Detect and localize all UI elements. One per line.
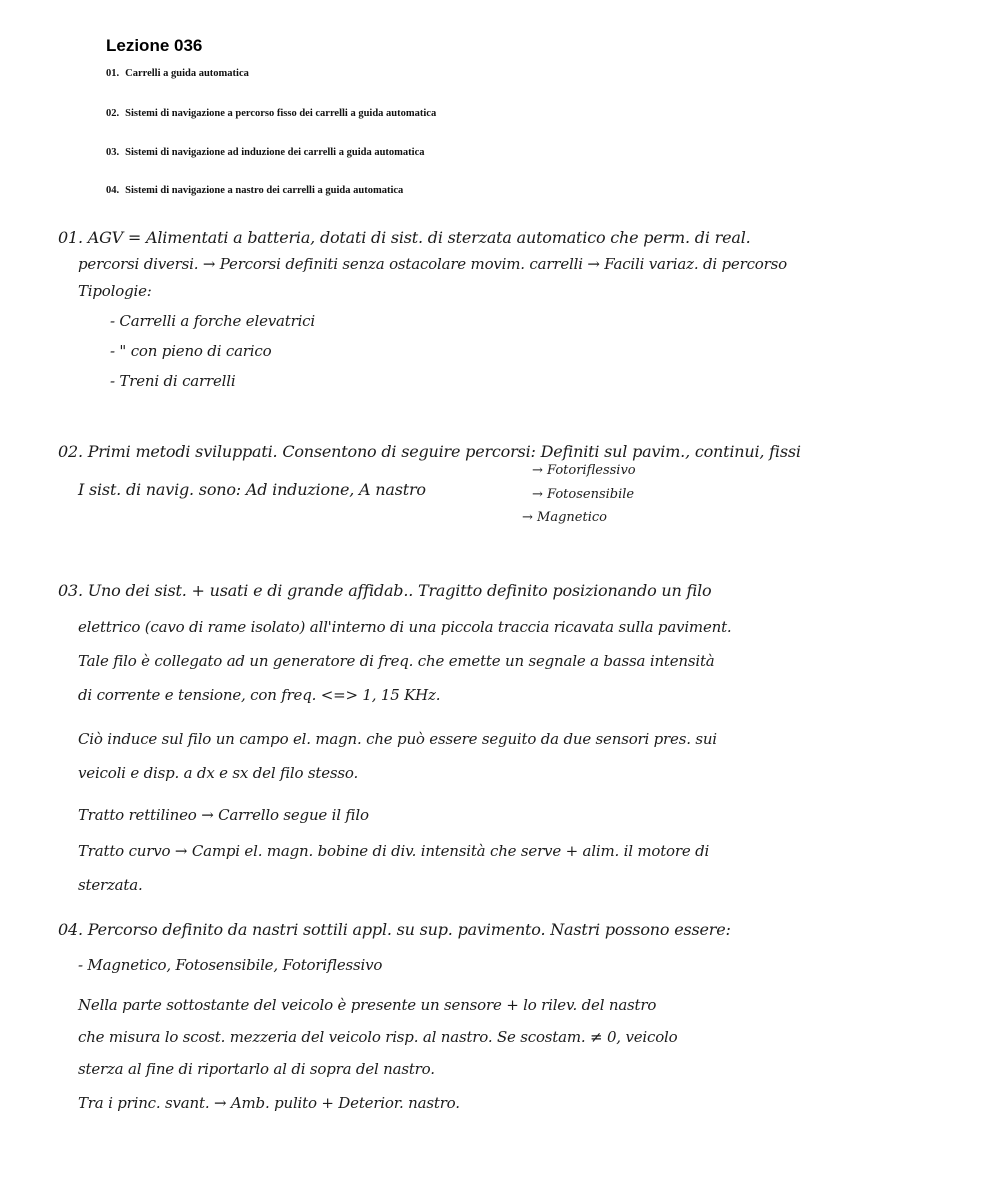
note-line: elettrico (cavo di rame isolato) all'interno di una piccola traccia ricavata sulla paviment. [78, 618, 732, 636]
note-line: 04. Percorso definito da nastri sottili appl. su sup. pavimento. Nastri possono essere: [58, 920, 731, 939]
note-line: - " con pieno di carico [110, 342, 272, 360]
note-branch: → Magnetico [522, 510, 607, 525]
note-line: veicoli e disp. a dx e sx del filo stesso. [78, 764, 359, 782]
toc-item [106, 185, 403, 196]
toc-number: 04. [106, 185, 120, 196]
note-line: percorsi diversi. → Percorsi definiti senza ostacolare movim. carrelli → Facili variaz. di percorso [78, 255, 787, 273]
toc-title: Sistemi di navigazione a percorso fisso dei carrelli a guida automatica [125, 108, 437, 119]
toc-item [106, 68, 249, 79]
toc-item [106, 147, 424, 158]
toc-number: 01. [106, 68, 120, 79]
note-line: Tipologie: [78, 282, 152, 300]
note-line: - Magnetico, Fotosensibile, Fotoriflessivo [78, 956, 383, 974]
note-line: 03. Uno dei sist. + usati e di grande affidab.. Tragitto definito posizionando un filo [58, 581, 712, 600]
toc-item [106, 108, 436, 119]
note-line: sterza al fine di riportarlo al di sopra del nastro. [78, 1060, 435, 1078]
toc-title: Sistemi di navigazione a nastro dei carrelli a guida automatica [125, 185, 404, 196]
note-branch: → Fotosensibile [532, 487, 635, 502]
toc-number: 02. [106, 108, 120, 119]
page-title: Lezione 036 [106, 36, 203, 55]
note-line: - Treni di carrelli [110, 372, 236, 390]
toc-number: 03. [106, 147, 120, 158]
note-line: I sist. di navig. sono: Ad induzione, A nastro [78, 480, 426, 499]
note-line: sterzata. [78, 876, 143, 894]
toc-title: Sistemi di navigazione ad induzione dei carrelli a guida automatica [125, 147, 425, 158]
note-branch: → Fotoriflessivo [532, 463, 636, 478]
note-line: Tra i princ. svant. → Amb. pulito + Deterior. nastro. [78, 1094, 460, 1112]
note-line: 02. Primi metodi sviluppati. Consentono di seguire percorsi: Definiti sul pavim., continui, fissi [58, 442, 801, 461]
note-line: di corrente e tensione, con freq. <=> 1, 15 KHz. [78, 686, 441, 704]
note-line: che misura lo scost. mezzeria del veicolo risp. al nastro. Se scostam. ≠ 0, veicolo [78, 1028, 678, 1046]
note-line: Tratto rettilineo → Carrello segue il filo [78, 806, 369, 824]
note-line: 01. AGV = Alimentati a batteria, dotati di sist. di sterzata automatico che perm. di real. [58, 228, 751, 247]
note-line: - Carrelli a forche elevatrici [110, 312, 315, 330]
note-line: Nella parte sottostante del veicolo è presente un sensore + lo rilev. del nastro [78, 996, 657, 1014]
note-line: Tratto curvo → Campi el. magn. bobine di div. intensità che serve + alim. il motore di [78, 842, 710, 860]
note-line: Tale filo è collegato ad un generatore di freq. che emette un segnale a bassa intensità [78, 652, 715, 670]
note-line: Ciò induce sul filo un campo el. magn. che può essere seguito da due sensori pres. sui [78, 730, 717, 748]
toc-title: Carrelli a guida automatica [125, 68, 249, 79]
